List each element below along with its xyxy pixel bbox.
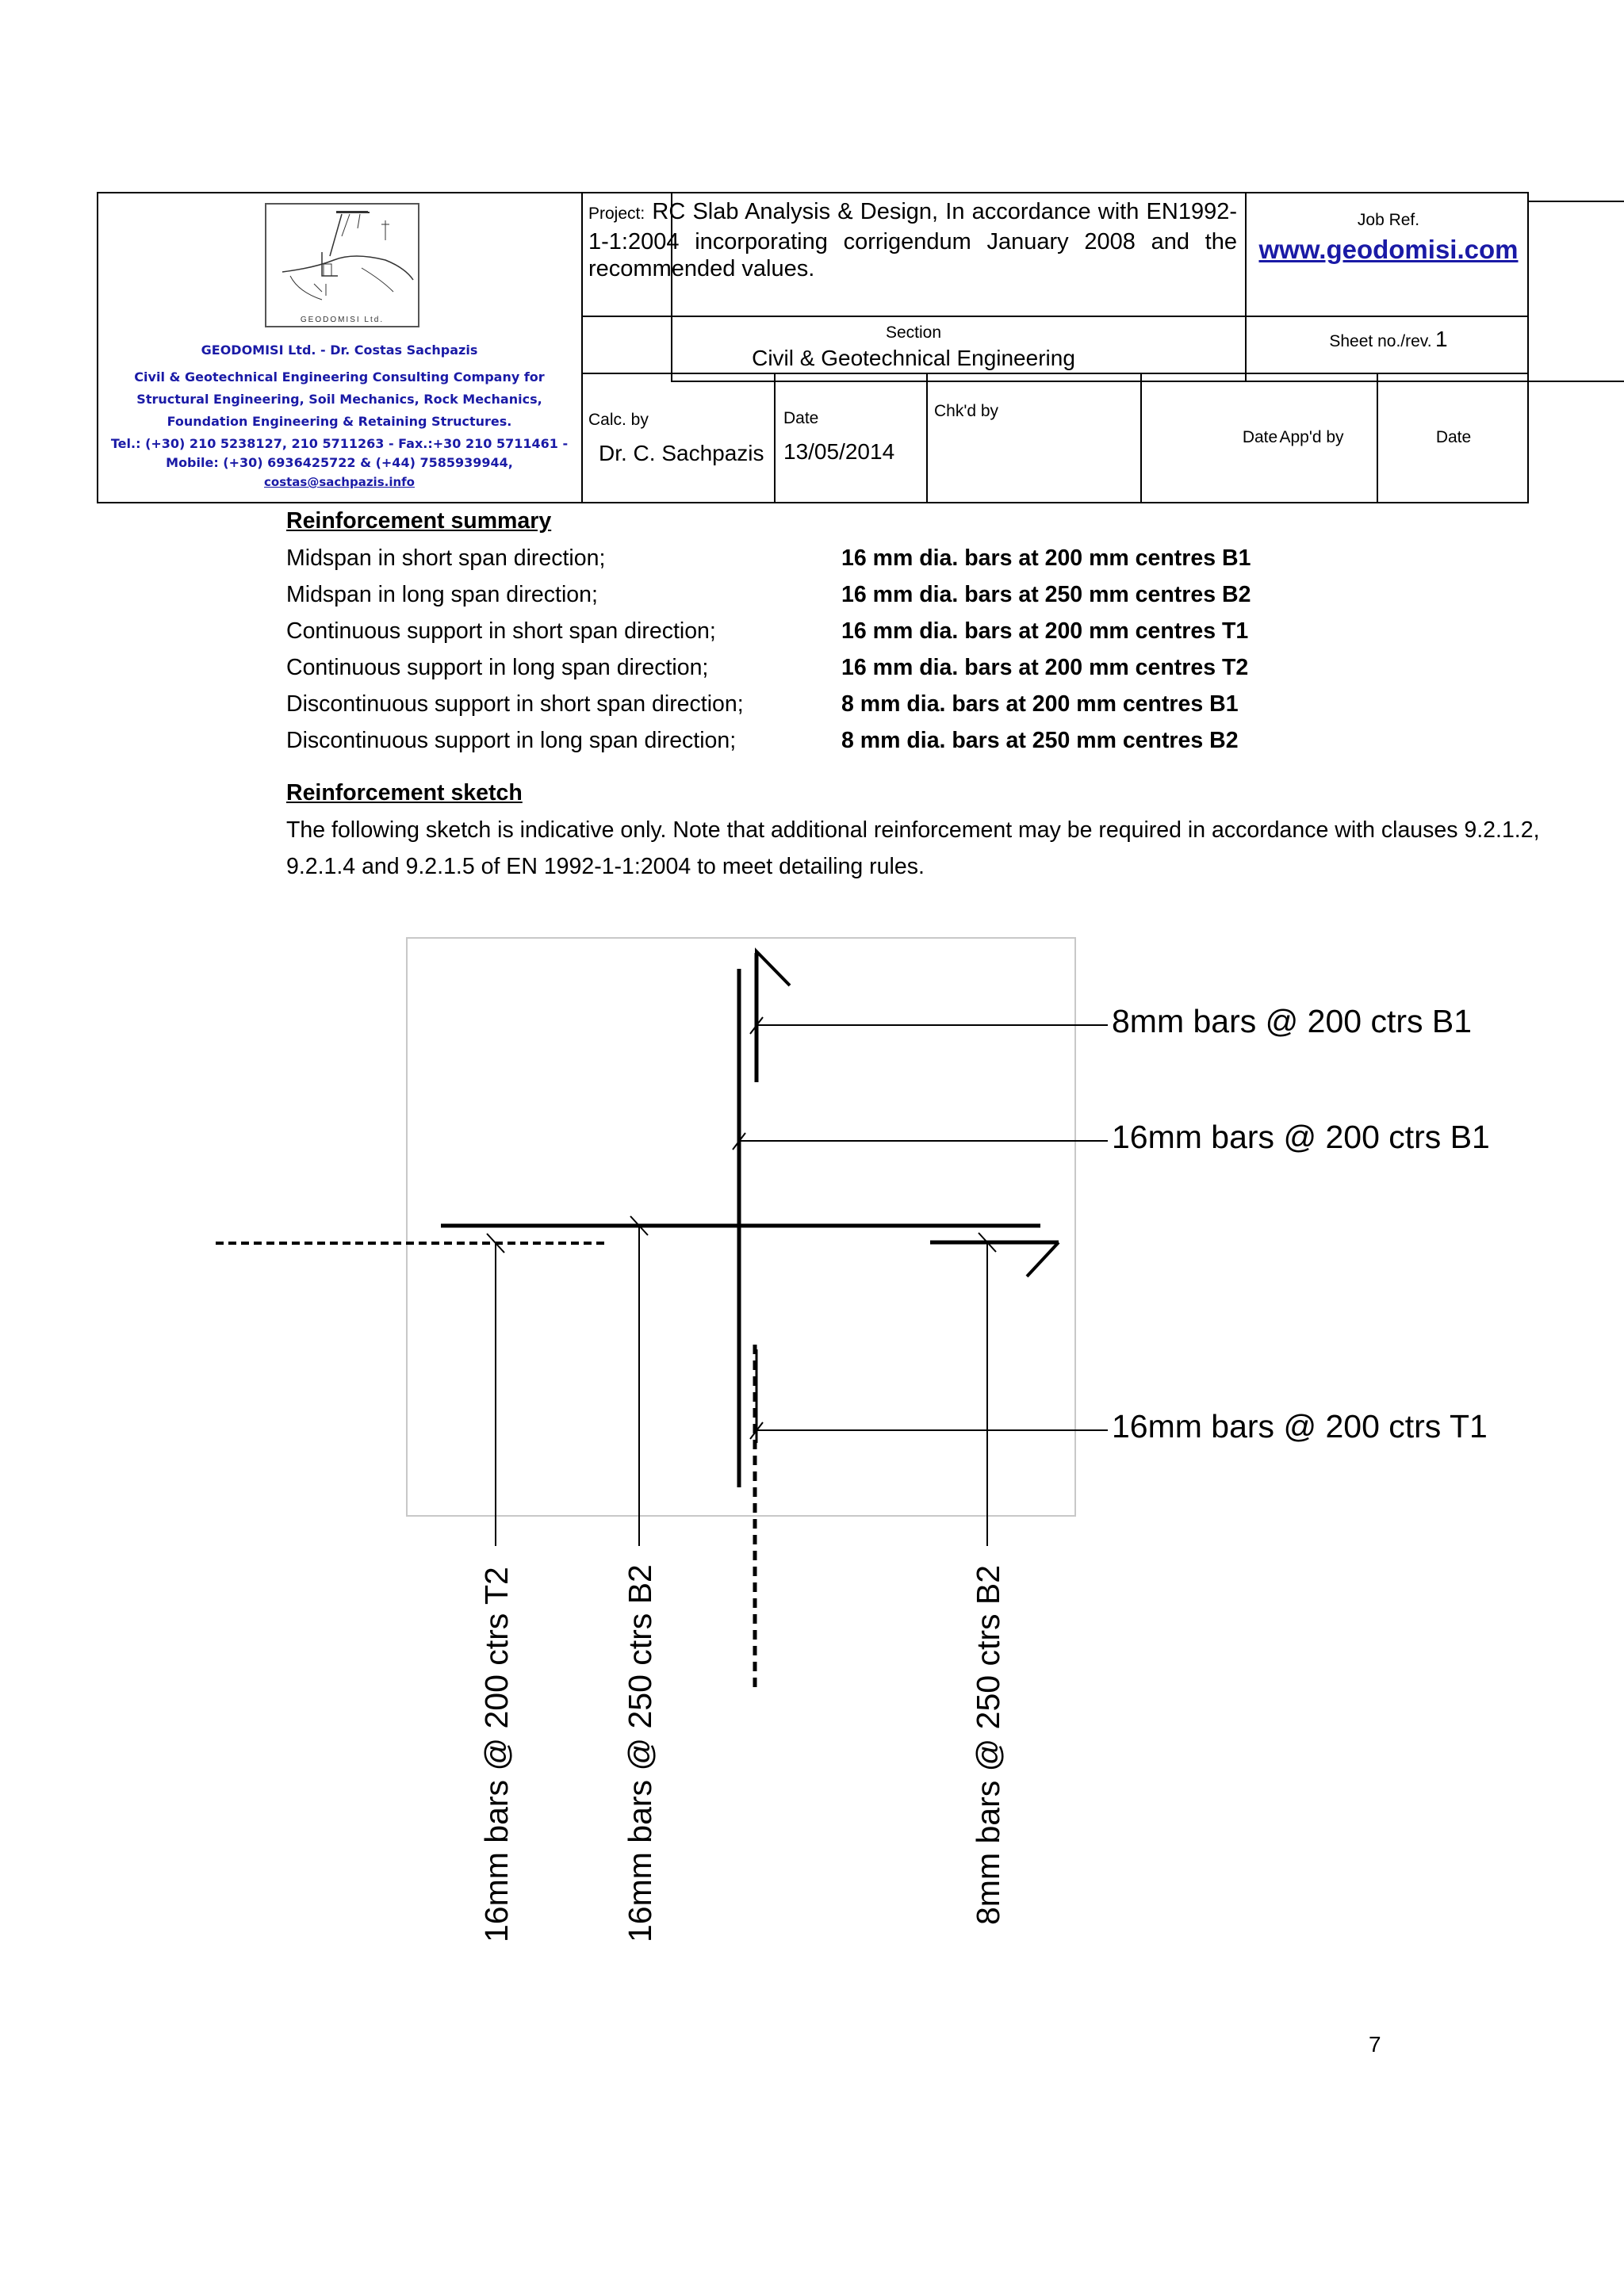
company-name: GEODOMISI Ltd. - Dr. Costas Sachpazis xyxy=(201,342,478,358)
sheet-value: 1 xyxy=(1435,327,1448,351)
job-ref-link[interactable]: www.geodomisi.com xyxy=(1258,235,1519,264)
label-16mm-b2: 16mm bars @ 250 ctrs B2 xyxy=(622,1564,658,1942)
company-mobile: Mobile: (+30) 6936425722 & (+44) 7585939944, xyxy=(166,455,513,470)
company-phone: Tel.: (+30) 210 5238127, 210 5711263 - Fax.:+30 210 5711461 - xyxy=(110,436,569,451)
label-16mm-b1: 16mm bars @ 200 ctrs B1 xyxy=(1112,1119,1490,1155)
date3-label: Date xyxy=(1435,428,1472,446)
summary-row-value: 16 mm dia. bars at 200 mm centres B1 xyxy=(841,545,1251,571)
summary-row-value: 8 mm dia. bars at 200 mm centres B1 xyxy=(841,691,1239,717)
summary-row-value: 16 mm dia. bars at 250 mm centres B2 xyxy=(841,582,1251,607)
company-line-3: Foundation Engineering & Retaining Structures. xyxy=(167,414,512,429)
appd-by-label: App'd by xyxy=(1279,428,1344,446)
date2-label: Date xyxy=(1242,428,1278,446)
summary-row-label: Continuous support in long span direction; xyxy=(286,655,709,680)
calc-by-value: Dr. C. Sachpazis xyxy=(599,441,764,465)
chkd-by-label: Chk'd by xyxy=(934,402,999,420)
section-value: Civil & Geotechnical Engineering xyxy=(752,346,1075,370)
company-line-2: Structural Engineering, Soil Mechanics, Rock Mechanics, xyxy=(136,392,542,407)
label-8mm-b1: 8mm bars @ 200 ctrs B1 xyxy=(1112,1003,1473,1039)
summary-row-label: Midspan in long span direction; xyxy=(286,582,598,607)
calc-by-label: Calc. by xyxy=(588,411,649,429)
label-8mm-b2: 8mm bars @ 250 ctrs B2 xyxy=(970,1564,1006,1925)
label-16mm-t2: 16mm bars @ 200 ctrs T2 xyxy=(478,1567,515,1942)
sketch-note: The following sketch is indicative only. Note that additional reinforcement may be required in accordance with clauses 9.2.1.2, 9.2.1.4 and 9.2.1.5 of EN 1992-1-1:2004 to meet detailing rules. xyxy=(286,817,1540,879)
date-label: Date xyxy=(783,409,819,427)
project-label: Project: xyxy=(588,205,645,223)
summary-row-label: Discontinuous support in short span direction; xyxy=(286,691,744,717)
logo-caption: GEODOMISI Ltd. xyxy=(300,316,385,324)
right-bar-hook xyxy=(1027,1242,1059,1276)
company-email-link[interactable]: costas@sachpazis.info xyxy=(264,475,415,489)
summary-row-value: 16 mm dia. bars at 200 mm centres T1 xyxy=(841,618,1249,644)
summary-row-label: Discontinuous support in long span direction; xyxy=(286,728,737,753)
summary-row-value: 16 mm dia. bars at 200 mm centres T2 xyxy=(841,655,1249,680)
section-label: Section xyxy=(885,323,942,342)
page-number: 7 xyxy=(1369,2032,1381,2057)
label-16mm-t1: 16mm bars @ 200 ctrs T1 xyxy=(1112,1408,1488,1445)
company-line-1: Civil & Geotechnical Engineering Consulting Company for xyxy=(134,369,545,385)
sheet-label: Sheet no./rev. xyxy=(1329,332,1432,350)
summary-title: Reinforcement summary xyxy=(286,508,552,534)
summary-row-value: 8 mm dia. bars at 250 mm centres B2 xyxy=(841,728,1239,753)
job-ref-label: Job Ref. xyxy=(1357,211,1420,229)
top-bar-hook xyxy=(756,951,790,985)
sketch-title: Reinforcement sketch xyxy=(286,780,523,806)
date-value: 13/05/2014 xyxy=(783,439,895,464)
summary-row-label: Continuous support in short span direction; xyxy=(286,618,716,644)
project-text: RC Slab Analysis & Design, In accordance with EN1992-1-1:2004 incorporating corrigendum January 2008 and the recommended values. xyxy=(588,199,1237,281)
summary-row-label: Midspan in short span direction; xyxy=(286,545,606,571)
